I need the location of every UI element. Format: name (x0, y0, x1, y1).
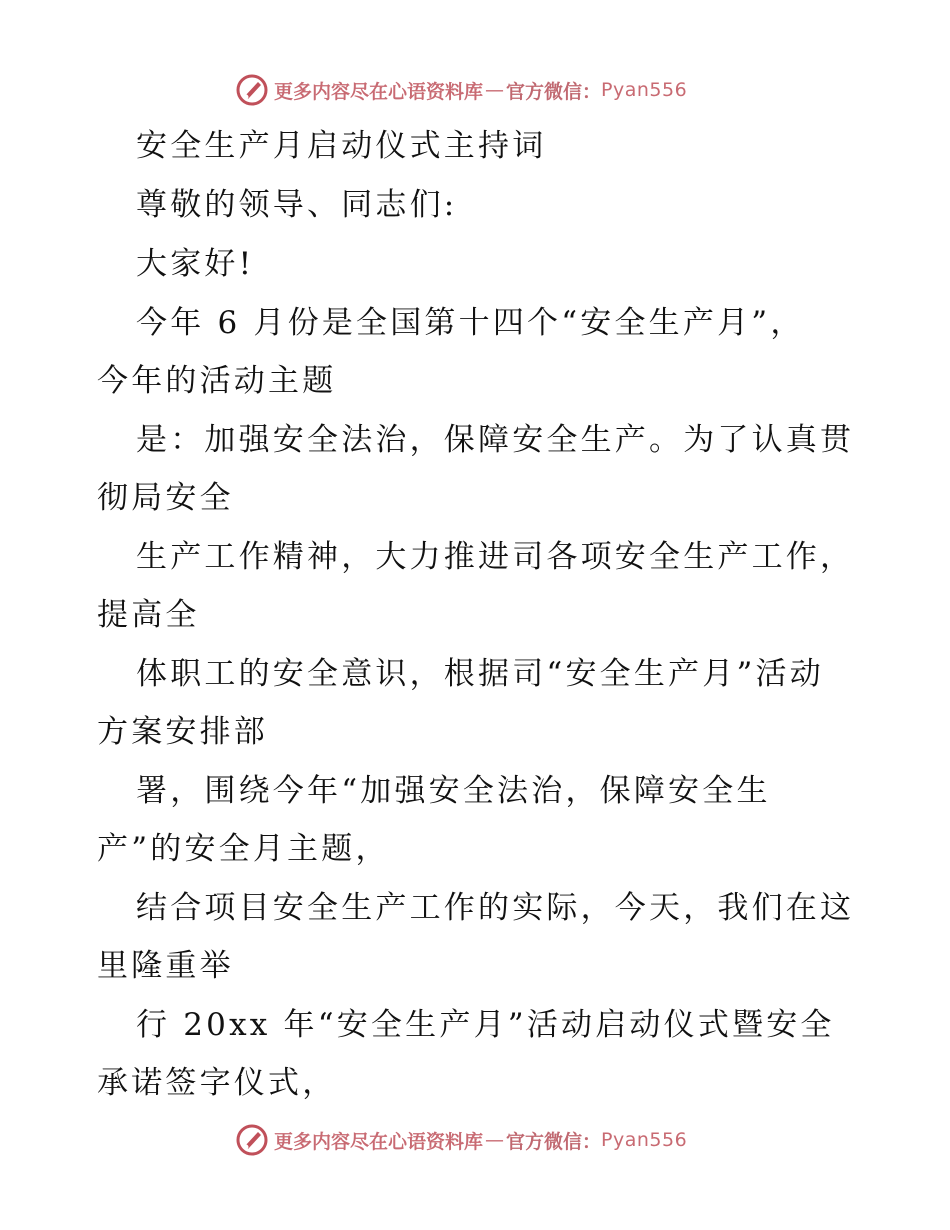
body-line: 承诺签字仪式， (97, 1065, 337, 1101)
body-line: 产”的安全月主题， (97, 831, 390, 867)
body-line: 今年 6 月份是全国第十四个“安全生产月”， (136, 305, 805, 341)
body-line: 今年的活动主题 (97, 363, 337, 399)
banner-wechat: Pyan556 (601, 79, 688, 101)
greeting: 大家好! (136, 246, 255, 282)
banner-dash: — (485, 1129, 505, 1151)
brand-logo-icon (236, 1124, 268, 1156)
salutation: 尊敬的领导、同志们: (136, 187, 458, 223)
body-line: 生产工作精神，大力推进司各项安全生产工作， (136, 539, 855, 575)
banner-prefix: 更多内容尽在心语资料库 (274, 1130, 484, 1153)
document-title: 安全生产月启动仪式主持词 (136, 128, 547, 164)
body-line: 署，围绕今年“加强安全法治，保障安全生 (136, 773, 771, 809)
banner-suffix: 官方微信： (506, 80, 602, 103)
body-line: 行 20xx 年“安全生产月”活动启动仪式暨安全 (136, 1007, 835, 1043)
banner-wechat: Pyan556 (601, 1129, 688, 1151)
banner-dash: — (485, 79, 505, 101)
body-line: 提高全 (97, 597, 200, 633)
body-line: 是：加强安全法治，保障安全生产。为了认真贯 (136, 422, 855, 458)
footer-watermark (236, 1122, 687, 1158)
banner-prefix: 更多内容尽在心语资料库 (274, 80, 484, 103)
body-line: 结合项目安全生产工作的实际，今天，我们在这 (136, 890, 855, 926)
body-line: 体职工的安全意识，根据司“安全生产月”活动 (136, 656, 824, 692)
body-line: 方案安排部 (97, 714, 268, 750)
banner-suffix: 官方微信： (506, 1130, 602, 1153)
body-line: 彻局安全 (97, 480, 234, 516)
body-line: 里隆重举 (97, 948, 234, 984)
